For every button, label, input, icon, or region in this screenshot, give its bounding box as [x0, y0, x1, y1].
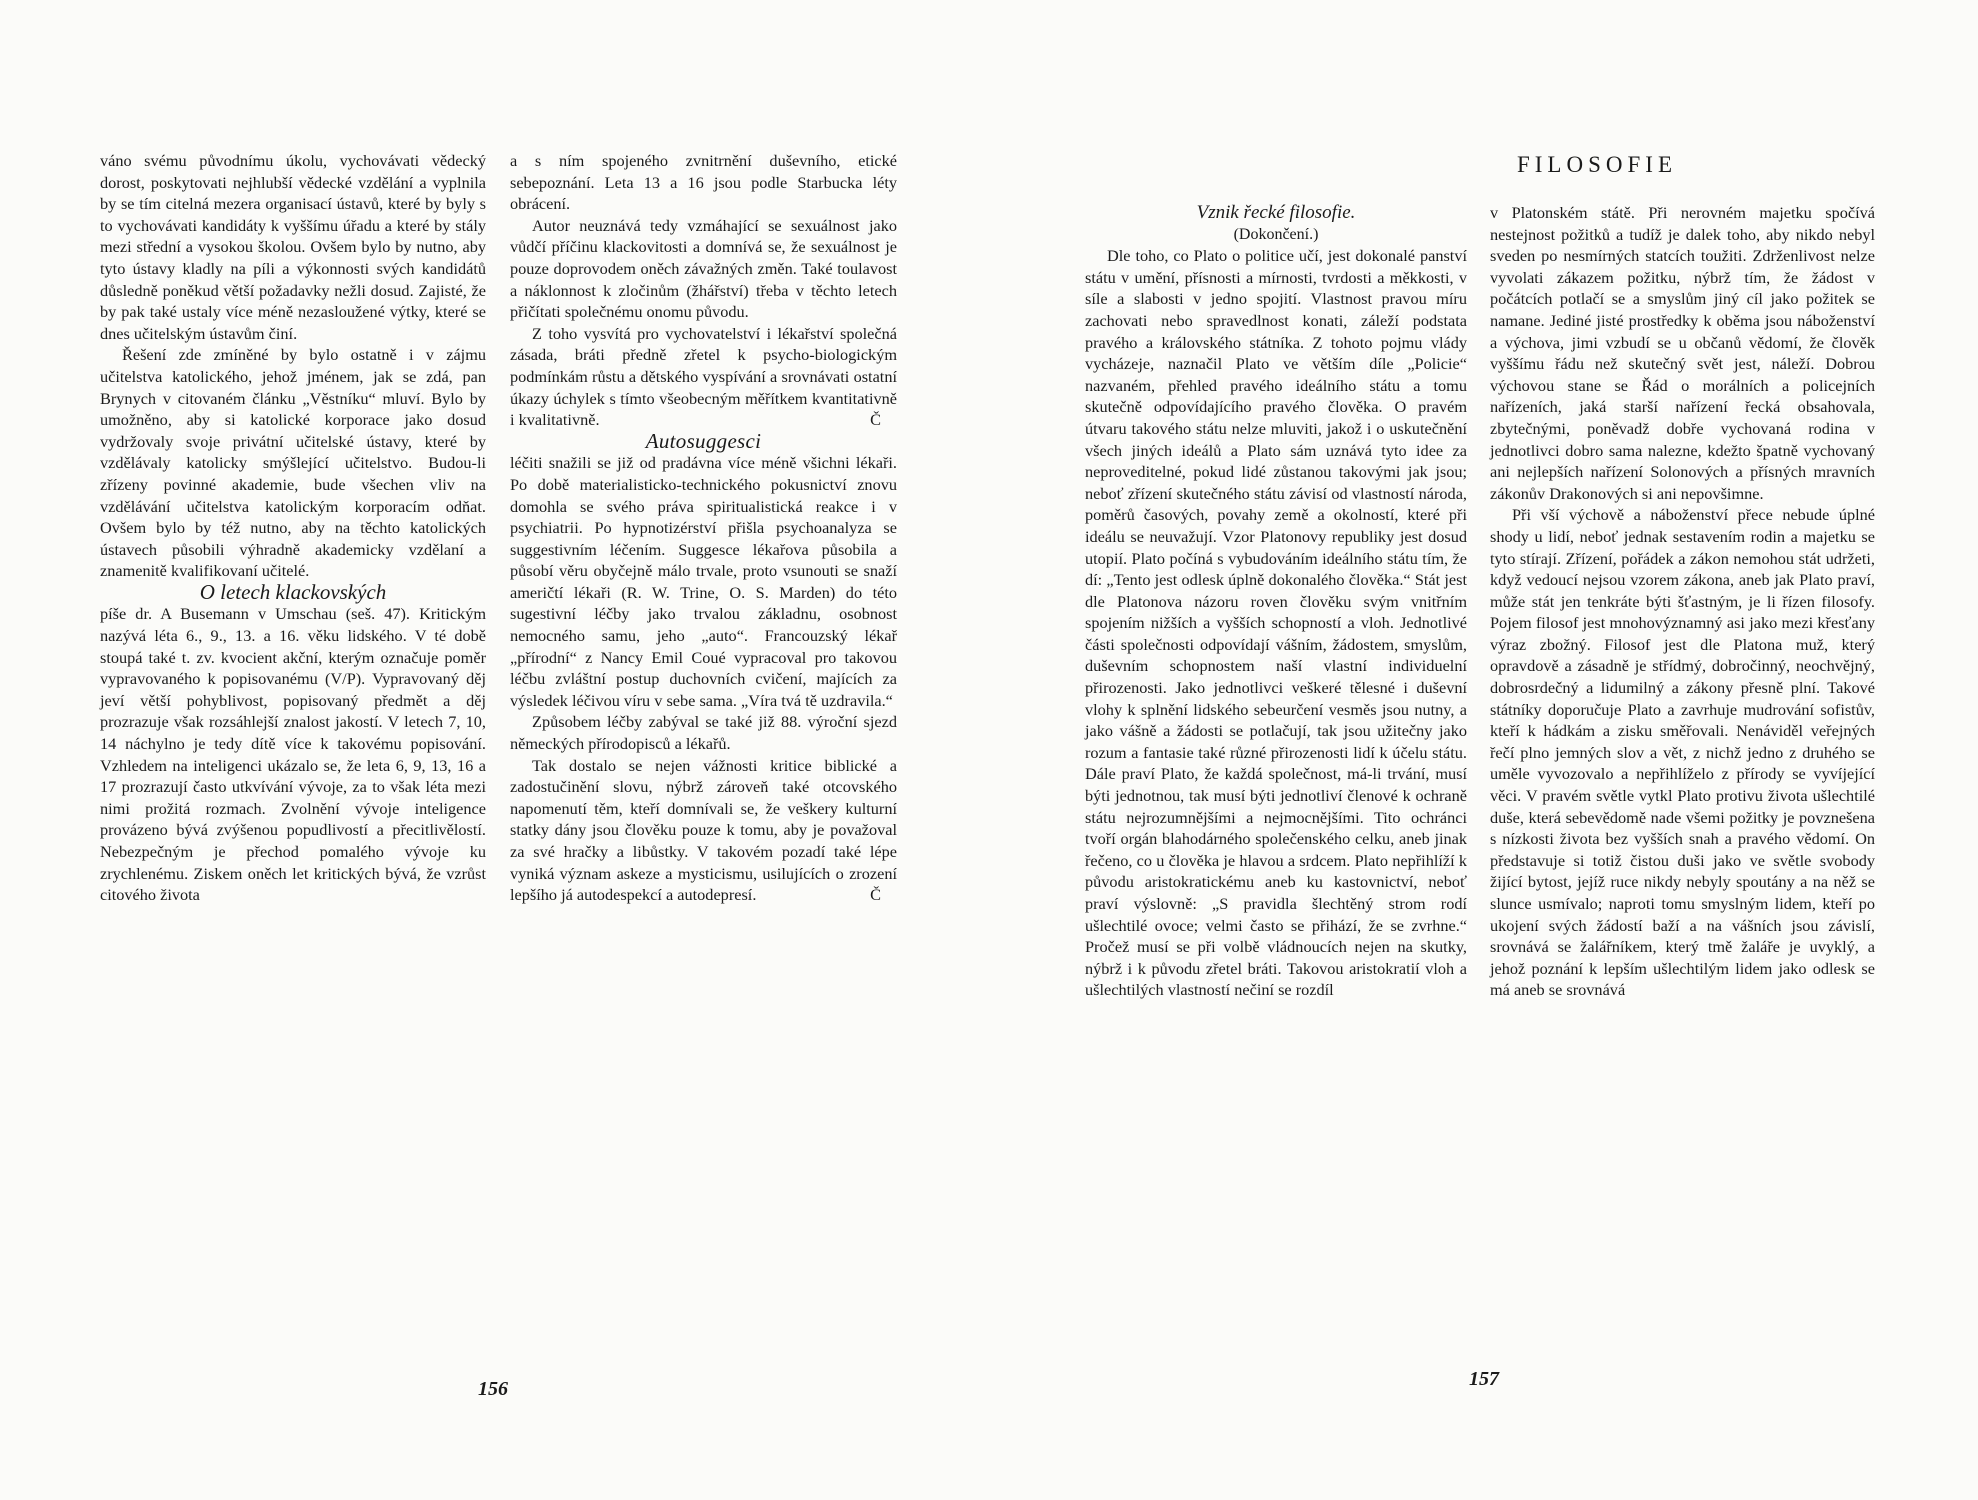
paragraph-text: Tak dostalo se nejen vážnosti kritice biblické a zadostučinění slovu, nýbrž zároveň také otcovského napomenutí těm, kteří domnívali se, že veškery kulturní statky dány jsou člověku pouze k tomu, aby je považoval za své hračky a libůstky. V takovém pozadí také lépe vyniká význam askeze a mysticismu, usilujících o zrození lepšího já autodespekcí a autodepresí.	[510, 755, 897, 905]
section-title: FILOSOFIE	[1516, 152, 1677, 177]
right-column-2	[1490, 202, 1875, 1001]
article-title: Vznik řecké filosofie.	[1196, 202, 1356, 223]
left-column-2	[510, 150, 897, 906]
page-number: 156	[478, 1378, 508, 1400]
paragraph: Způsobem léčby zabýval se také již 88. výroční sjezd německých přírodopisců a lékařů.	[510, 712, 897, 754]
paragraph: Při vší výchově a náboženství přece nebude úplné shody u lidí, neboť jednak sestavením rodin a majetku se tyto stírají. Zřízení, pořádek a zákon nemohou stát udržeti, když vedoucí nejsou vzorem zákona, aneb jak Plato praví, může stát jen tenkráte býti šťastným, je li řízen filosofy. Pojem filosof jest mnohovýznamný asi jako mezi křesťany výraz zbožný. Filosof jest dle Platona muž, který opravdově a zásadně je střídmý, dobročinný, neochvějný, dobrosrdečný a lidumilný a zákony přesně plní. Takové státníky doporučuje Plato a zavrhuje mudrování sofistův, kteří k hádkám a zisku směřovali. Nenáviděl veřejných řečí plno jemných slov a vět, z nichž jedno z druhého se uměle vyvozovalo a nepřihlíželo z přírody se vyvíjející věci. V pravém světle vytkl Plato protivu života ušlechtilé duše, která sebevědomě nade všemi požitky je povznešena s nízkosti života bez vyšších snah a pravého vědomí. On představuje si totiž čistou duši jako ve světle svobody žijící bytost, jejíž ruce nikdy nebyly spoutány a na něž se slunce usmívalo; naproti tomu smyslným lidem, kteří po ukojení svých žádostí baží a na vášních jsou závislí, srovnává se žalářníkem, který tmě žaláře je uvyklý, a jehož poznání k lepším ušlechtilým lidem jako odlesk se má aneb se srovnává	[1490, 505, 1875, 1000]
paragraph: Autor neuznává tedy vzmáhající se sexuálnost jako vůdčí příčinu klackovitosti a domnívá se, že sexuálnost je pouze doprovodem oněch závažných změn. Také toulavost a náklonnost k zločinům (žhářství) třeba v těchto letech přičítati společnému onomu původu.	[510, 215, 897, 322]
paragraph-text: Z toho vysvítá pro vychovatelství i lékařství společná zásada, bráti předně zřetel k psycho-biologickým podmínkám růstu a dětského vyspívání a srovnávati ostatní úkazy úchylek s tímto všeobecným měřítkem kvantitativně i kvalitativně.	[510, 323, 897, 430]
paragraph: a s ním spojeného zvnitrnění duševního, etické sebepoznání. Leta 13 a 16 jsou podle Starbucka léty obrácení.	[510, 151, 897, 214]
author-signature: Č	[870, 410, 881, 430]
page-number: 157	[1469, 1368, 1499, 1390]
section-heading: O letech klackovských	[199, 579, 387, 604]
paragraph: v Platonském státě. Při nerovném majetku spočívá nestejnost požitků a tudíž je dalek toho, aby nikdo nebyl sveden po nesmírných statcích toužiti. Zdrženlivost nelze vyvolati zákazem požitku, nýbrž tím, že žádost v počátcích potlačí se a smyslům jiný cíl jako požitek se namane. Jediné jisté prostředky k oběma jsou náboženství a výchova, jimi vzbudí se u občanů vědomí, že člověk vyššímu řádu než skutečný svět jest, náleží. Dobrou výchovou stane se Řád o morálních a policejních nařízeních, jaká starší nařízení řecká obsahovala, zbytečnými, poněvadž dobře vychovaná rodina v jednotlivci dobro sama nalezne, kdežto špatně vychovaný ani nejlepších nařízení Solonových a přísných mravních zákonův Drakonových si ani nepovšimne.	[1490, 203, 1875, 503]
left-column-1	[100, 150, 486, 906]
paragraph: Řešení zde zmíněné by bylo ostatně i v zájmu učitelstva katolického, jehož jménem, jak se zdá, pan Brynych v citovaném článku „Věstníku“ mluví. Bylo by umožněno, aby si katolické korporace jako dosud vydržovaly svoje privátní učitelské ústavy, které by vzdělávaly katolicky smýšlející učitelstvo. Budou-li zřízeny povinné akademie, bude všechen vliv na vzdělávání učitelstva katolickým korporacím odňat. Ovšem bylo by též nutno, aby na těchto katolických ústavech působili výhradně akademicky vzdělaní a znamenitě kvalifikovaní učitelé.	[100, 345, 486, 581]
paragraph: váno svému původnímu úkolu, vychovávati vědecký dorost, poskytovati nejhlubší vědecké vzdělání a vyplnila by se tím citelná mezera organisací ústavů, které by byly s to vychovávati kandidáty k vyššímu úřadu a které by stály mezi střední a vysokou školou. Ovšem bylo by nutno, aby tyto ústavy kladly na píli a výkonnosti svých kandidátů důsledně poněkud větší požadavky nežli dosud. Zajisté, že by pak také ustaly více méně nezasloužené výtky, které se dnes učitelským ústavům činí.	[100, 151, 486, 343]
paragraph: píše dr. A Busemann v Umschau (seš. 47). Kritickým nazývá léta 6., 9., 13. a 16. věku lidského. V té době stoupá také t. zv. kvocient akční, kterým označuje poměr vypravovaného k popisovanému (V/P). Vypravovaný děj jeví větší pohyblivost, popisovaný předmět a děj prozrazuje však rozsáhlejší znalost jakostí. V letech 7, 10, 14 náchylno je tedy dítě více k takovému popisování. Vzhledem na inteligenci ukázalo se, že leta 6, 9, 13, 16 a 17 prozrazují často utkvívání vývoje, za to však léta mezi nimi prožitá rozmach. Zvolnění vývoje inteligence provázeno bývá zvýšenou popudlivostí a přecitlivělostí. Nebezpečným je přechod pomalého vývoje ku zrychlenému. Ziskem oněch let kritických bývá, že vzrůst citového života	[100, 604, 486, 905]
right-page	[989, 0, 1978, 1500]
section-heading: Autosuggesci	[645, 428, 762, 453]
paragraph: léčiti snažili se již od pradávna více méně všichni lékaři. Po době materialisticko-technického pokusnictví znovu domohla se svého práva spiritualistická reakce i v psychiatrii. Po hypnotizérství přišla psychoanalyza se suggestivním léčením. Suggesce lékařova působila a působí věru obyčejně málo trvale, proto vsunouti se snaží američtí lékaři (R. W. Trine, O. S. Marden) do této sugestivní léčby jako trvalou základnu, osobnost nemocného samu, jeho „auto“. Francouzský lékař „přírodní“ z Nancy Emil Coué vypracoval pro takovou léčbu zvláštní postup duchovních cvičení, majících za výsledek léčivou víru v sebe sama. „Víra tvá tě uzdravila.“	[510, 453, 897, 710]
article-subtitle: (Dokončení.)	[1233, 225, 1319, 243]
paragraph	[510, 755, 897, 906]
right-column-1	[1085, 202, 1467, 1001]
author-signature: Č	[870, 885, 881, 905]
paragraph: Dle toho, co Plato o politice učí, jest dokonalé panství státu v umění, přísnosti a mírnosti, tvrdosti a měkkosti, v síle a slabosti v jedno spojití. Vlastnost pravou míru zachovati nebo spravedlnost konati, záleží podstata pravého a královského státníka. Z tohoto pojmu vlády vycházeje, naznačil Plato ve větším díle „Policie“ nazvaném, přehled pravého ideálního státu a tomu skutečně odpovídajícího pravého člověka. O pravém útvaru takového státu nelze mluviti, jakož i o uskutečnění všech jiných ideálů a Plato sám uznává tyto idee za neproveditelné, pokud lidé zůstanou takovými jak jsou; neboť zřízení skutečného státu závisí od vlastností národa, poměrů časových, povahy země a okolností, které při ideálu se neuvažují. Vzor Platonovy republiky jest dosud utopií. Plato počíná s vybudováním ideálního státu tím, že dí: „Tento jest odlesk úplně dokonalého člověka.“ Stát jest dle Platonova názoru roven člověku svým vnitřním spojením nižších a vyšších schopností a vloh. Jednotlivé části společnosti odpovídají vášním, žádostem, smyslům, duševním schopnostem naší vlastní individuelní přirozenosti. Jako jednotlivci veškeré tělesné i duševní vlohy k splnění lidského sebeurčení vesměs jsou nutny, a jako vášně a žádosti se potlačují, tak jsou užitečny jako rozum a fantasie také různé přirozenosti lidí k účelu státu. Dále praví Plato, že každá společnost, má-li trvání, musí býti jednotnou, tak musí býti jednotliví členové k ochraně státu nejrozumnějšími a nejmocnějšími. Tito ochránci tvoří orgán blahodárného společenského celku, aneb jinak řečeno, co u člověka je hlavou a srdcem. Plato nepřihlíží k původu aristokratickému aneb ku kastovnictví, neboť praví výslovně: „S pravidla šlechtěný strom rodí ušlechtilé ovoce; velmi často se přihází, že se zvrhne.“ Pročež musí se při volbě vládnoucích nejen na skutky, nýbrž i k původu zřetel bráti. Takovou aristokratií vloh a ušlechtilých vlastností nečiní se rozdíl	[1085, 246, 1467, 1000]
paragraph	[510, 323, 897, 431]
